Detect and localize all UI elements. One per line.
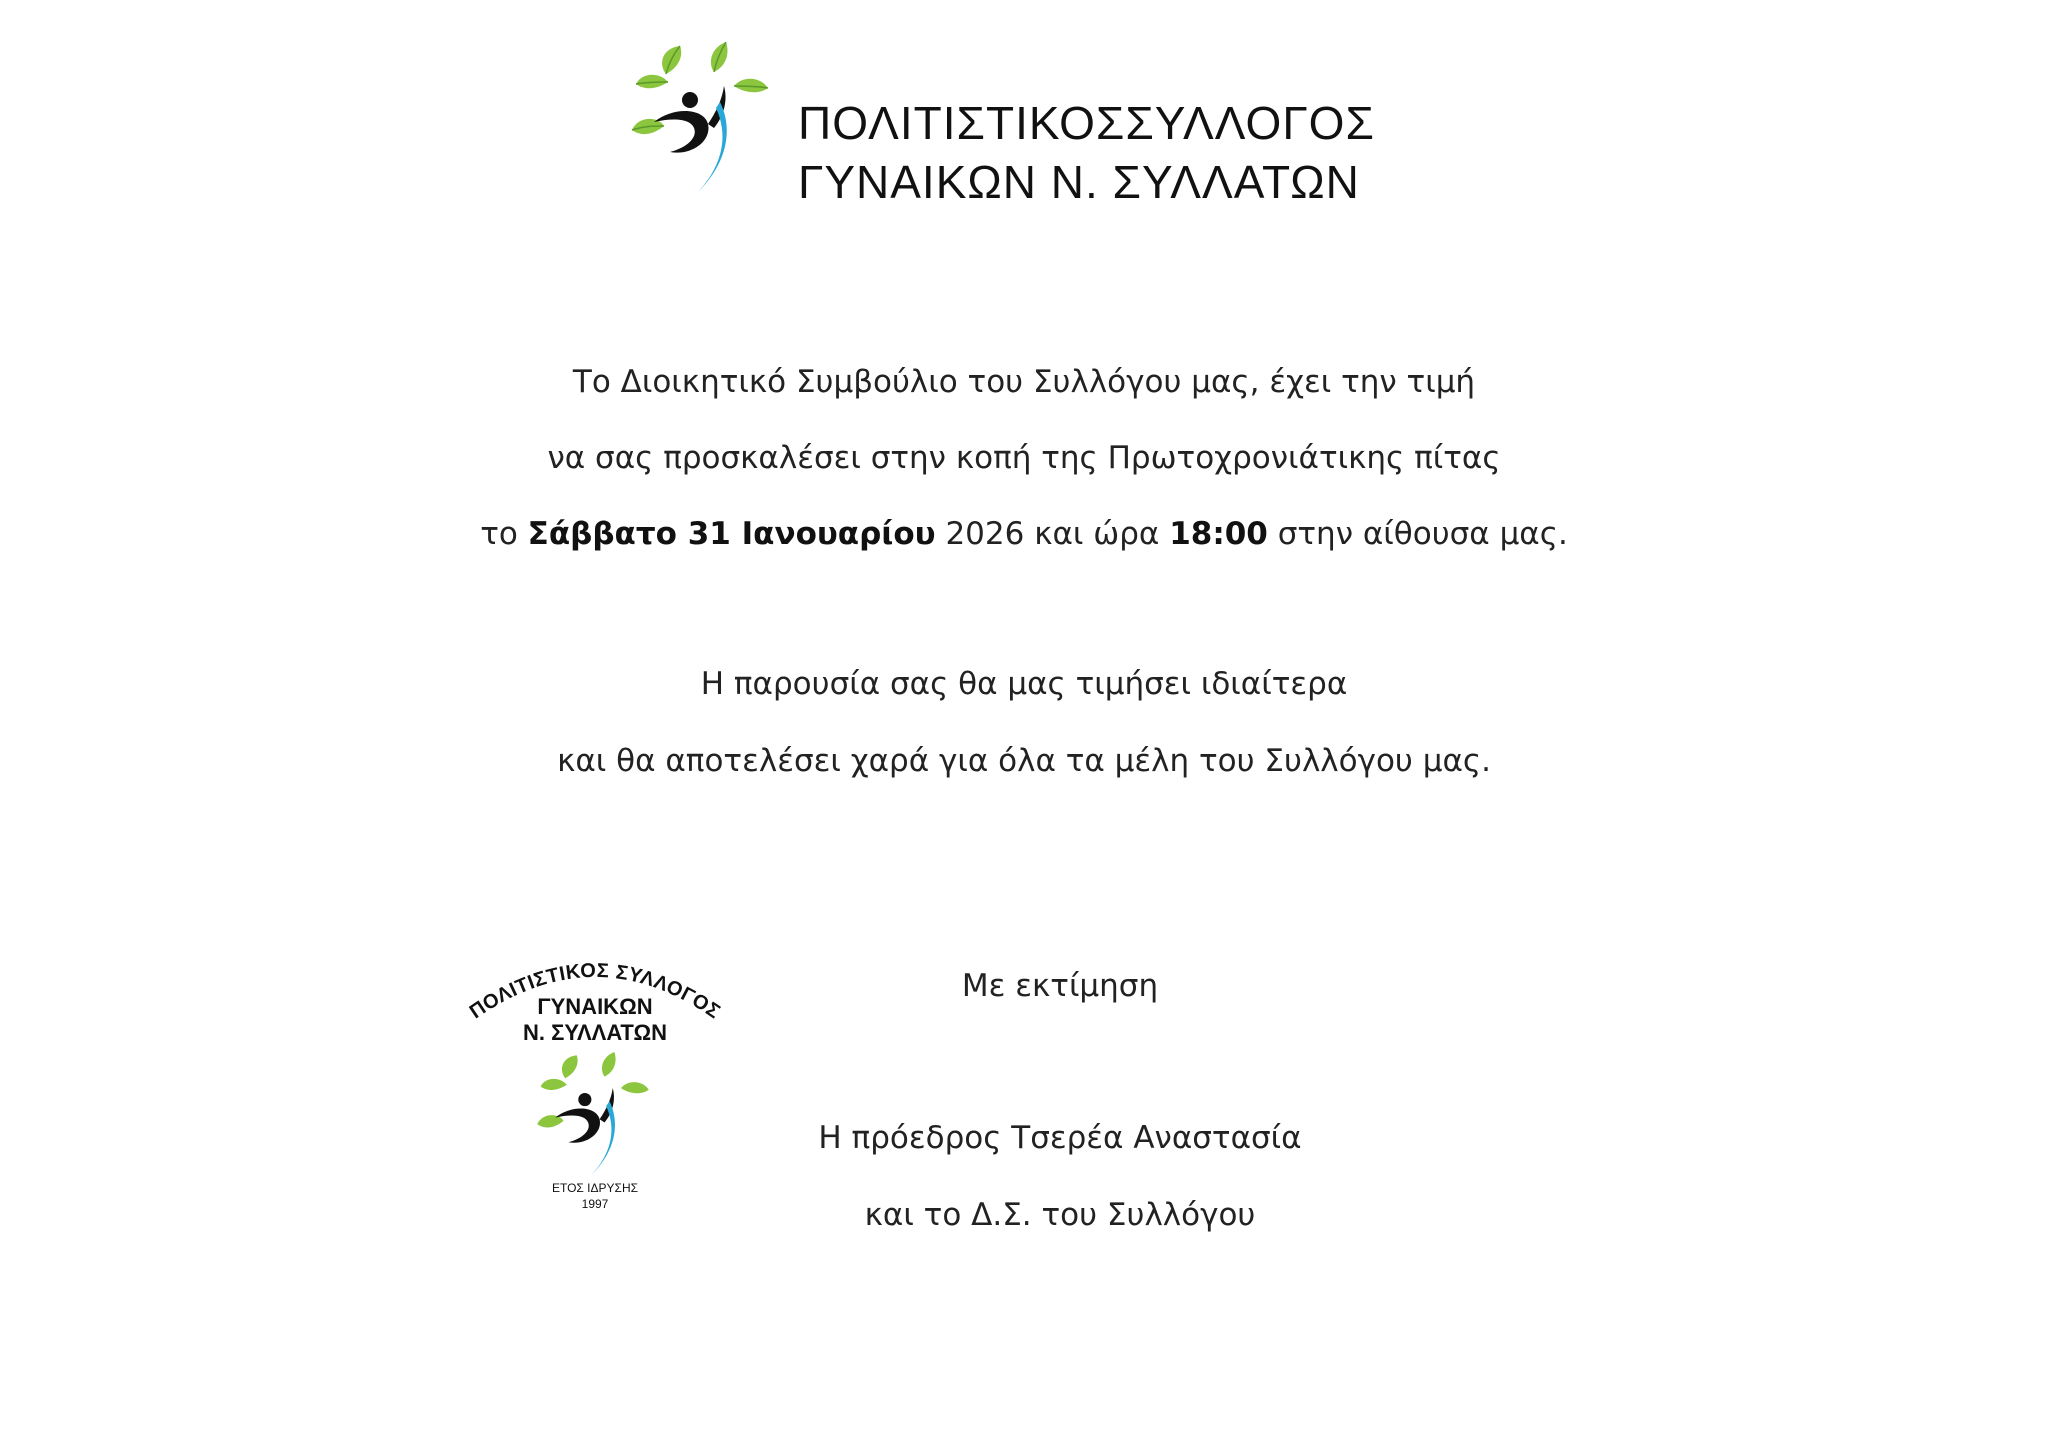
stamp-founded-label: ΕΤΟΣ ΙΔΡΥΣΗΣ (551, 1181, 639, 1195)
board-signature: και το Δ.Σ. του Συλλόγου (864, 1197, 1256, 1233)
date-suffix: στην αίθουσα μας. (1267, 516, 1568, 552)
invitation-line-2: να σας προσκαλέσει στην κοπή της Πρωτοχρονιάτικης πίτας (547, 440, 1501, 476)
association-stamp-logo (460, 930, 730, 1220)
organization-name-line2: ΓΥΝΑΙΚΩΝ Ν. ΣΥΛΛΑΤΩΝ (798, 156, 1360, 208)
event-date: Σάββατο 31 Ιανουαρίου (527, 516, 936, 552)
invitation-line-1: Το Διοικητικό Συμβούλιο του Συλλόγου μας, έχει την τιμή (572, 364, 1476, 400)
date-middle: 2026 και ώρα (935, 516, 1170, 552)
event-time: 18:00 (1169, 516, 1268, 552)
closing-greeting: Με εκτίμηση (961, 968, 1159, 1004)
stamp-tree-figure-icon (537, 1052, 649, 1175)
tree-figure-logo-icon (628, 42, 770, 200)
stamp-founded-year: 1997 (581, 1197, 609, 1211)
date-prefix: το (480, 516, 528, 552)
invitation-line-4: Η παρουσία σας θα μας τιμήσει ιδιαίτερα (700, 666, 1348, 702)
stamp-name-line2: Ν. ΣΥΛΛΑΤΩΝ (523, 1020, 667, 1045)
stamp-arc-text: ΠΟΛΙΤΙΣΤΙΚΟΣ ΣΥΛΛΟΓΟΣ (465, 959, 725, 1024)
invitation-line-3 (0, 516, 2048, 552)
stamp-name-line1: ΓΥΝΑΙΚΩΝ (537, 994, 653, 1019)
organization-name-line1: ΠΟΛΙΤΙΣΤΙΚΟΣΣΥΛΛΟΓΟΣ (798, 97, 1375, 149)
invitation-line-5: και θα αποτελέσει χαρά για όλα τα μέλη του Συλλόγου μας. (557, 743, 1491, 779)
president-signature: Η πρόεδρος Τσερέα Αναστασία (818, 1120, 1302, 1156)
